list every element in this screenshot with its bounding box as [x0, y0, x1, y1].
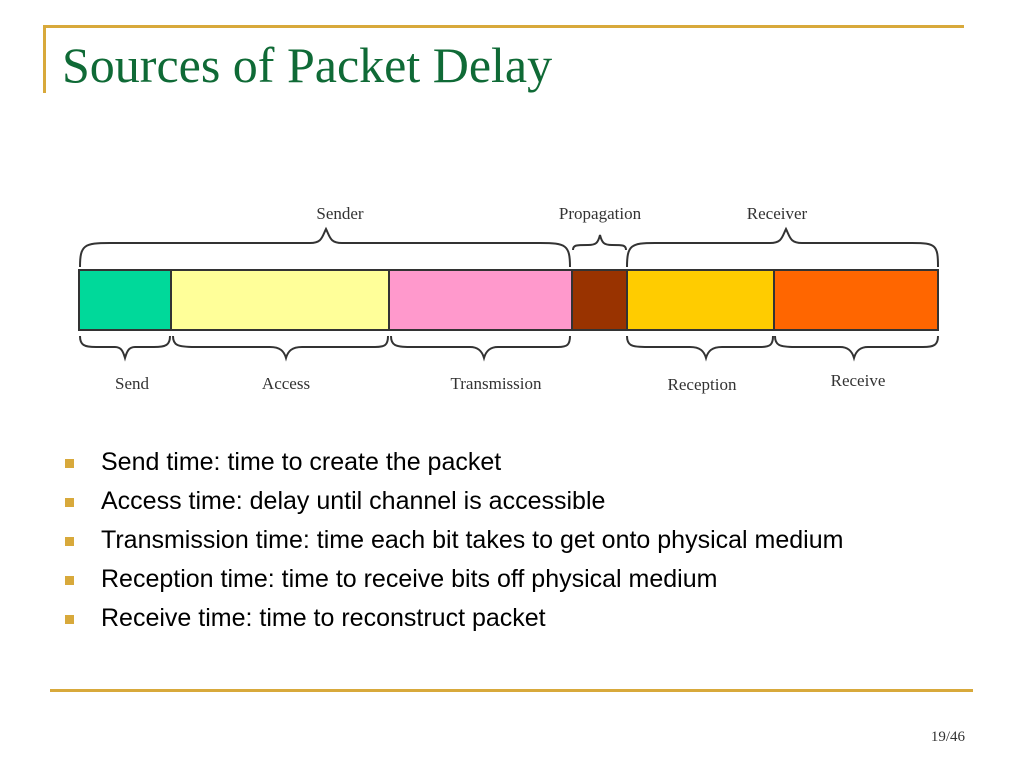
square-bullet-icon	[65, 459, 74, 468]
segment-propagation	[572, 270, 627, 330]
frame-top-line	[43, 25, 964, 28]
bullet-item	[60, 485, 940, 517]
bullet-item	[60, 563, 940, 595]
send-label: Send	[115, 374, 149, 393]
packet-delay-diagram	[70, 195, 950, 405]
propagation-label: Propagation	[558, 204, 642, 223]
sender-brace	[80, 229, 570, 267]
segment-receive	[774, 270, 938, 330]
receiver-brace	[627, 229, 938, 267]
propagation-brace	[573, 235, 626, 250]
slide-title: Sources of Packet Delay	[62, 37, 553, 93]
square-bullet-icon	[65, 498, 74, 507]
reception-brace	[627, 336, 773, 358]
page-number: 19/46	[930, 729, 965, 745]
bullet-list	[60, 446, 940, 641]
square-bullet-icon	[65, 615, 74, 624]
receiver-label: Receiver	[746, 204, 808, 223]
send-brace	[80, 336, 170, 358]
bullet-text: Receive time: time to reconstruct packet	[101, 604, 546, 632]
bullet-item	[60, 446, 940, 478]
segment-send	[79, 270, 171, 330]
bullet-item	[60, 524, 940, 556]
segment-access	[171, 270, 389, 330]
receive-brace	[775, 336, 938, 358]
transmission-label: Transmission	[450, 374, 542, 393]
bullet-text: Reception time: time to receive bits off physical medium	[101, 565, 718, 593]
bullet-text: Send time: time to create the packet	[101, 448, 502, 476]
frame-left-line	[43, 25, 46, 93]
segment-bar	[79, 270, 938, 330]
segment-transmission	[389, 270, 572, 330]
access-label: Access	[261, 374, 311, 393]
access-brace	[173, 336, 388, 358]
segment-reception	[627, 270, 774, 330]
square-bullet-icon	[65, 576, 74, 585]
receive-label: Receive	[830, 371, 886, 390]
sender-label: Sender	[316, 204, 364, 223]
bullet-item	[60, 602, 940, 634]
bullet-text: Transmission time: time each bit takes to get onto physical medium	[101, 526, 844, 554]
square-bullet-icon	[65, 537, 74, 546]
frame-bottom-line	[50, 689, 973, 692]
transmission-brace	[391, 336, 570, 358]
reception-label: Reception	[667, 375, 737, 394]
bullet-text: Access time: delay until channel is accessible	[101, 487, 606, 515]
